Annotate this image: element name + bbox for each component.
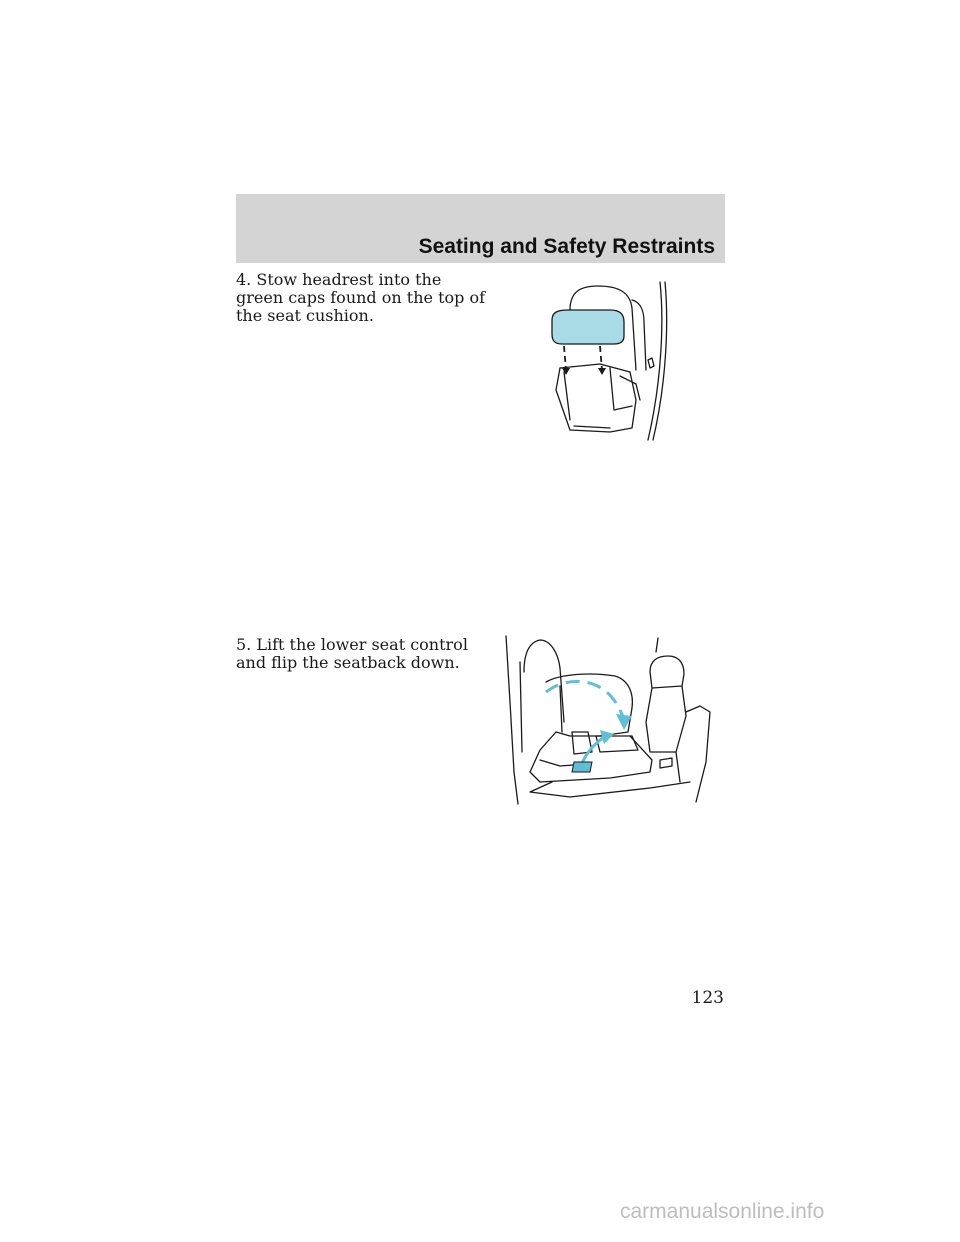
page-number: 123 [691,988,724,1008]
watermark: carmanualsonline.info [620,1200,825,1223]
step-4-text: 4. Stow headrest into the green caps found on the top of the seat cushion. [236,270,486,325]
step-5-text: 5. Lift the lower seat control and flip the seatback down. [236,635,468,672]
section-title: Seating and Safety Restraints [418,235,715,258]
seatback-flip-illustration [500,632,725,808]
headrest-stow-illustration [540,280,670,445]
section-header-band [236,194,725,263]
